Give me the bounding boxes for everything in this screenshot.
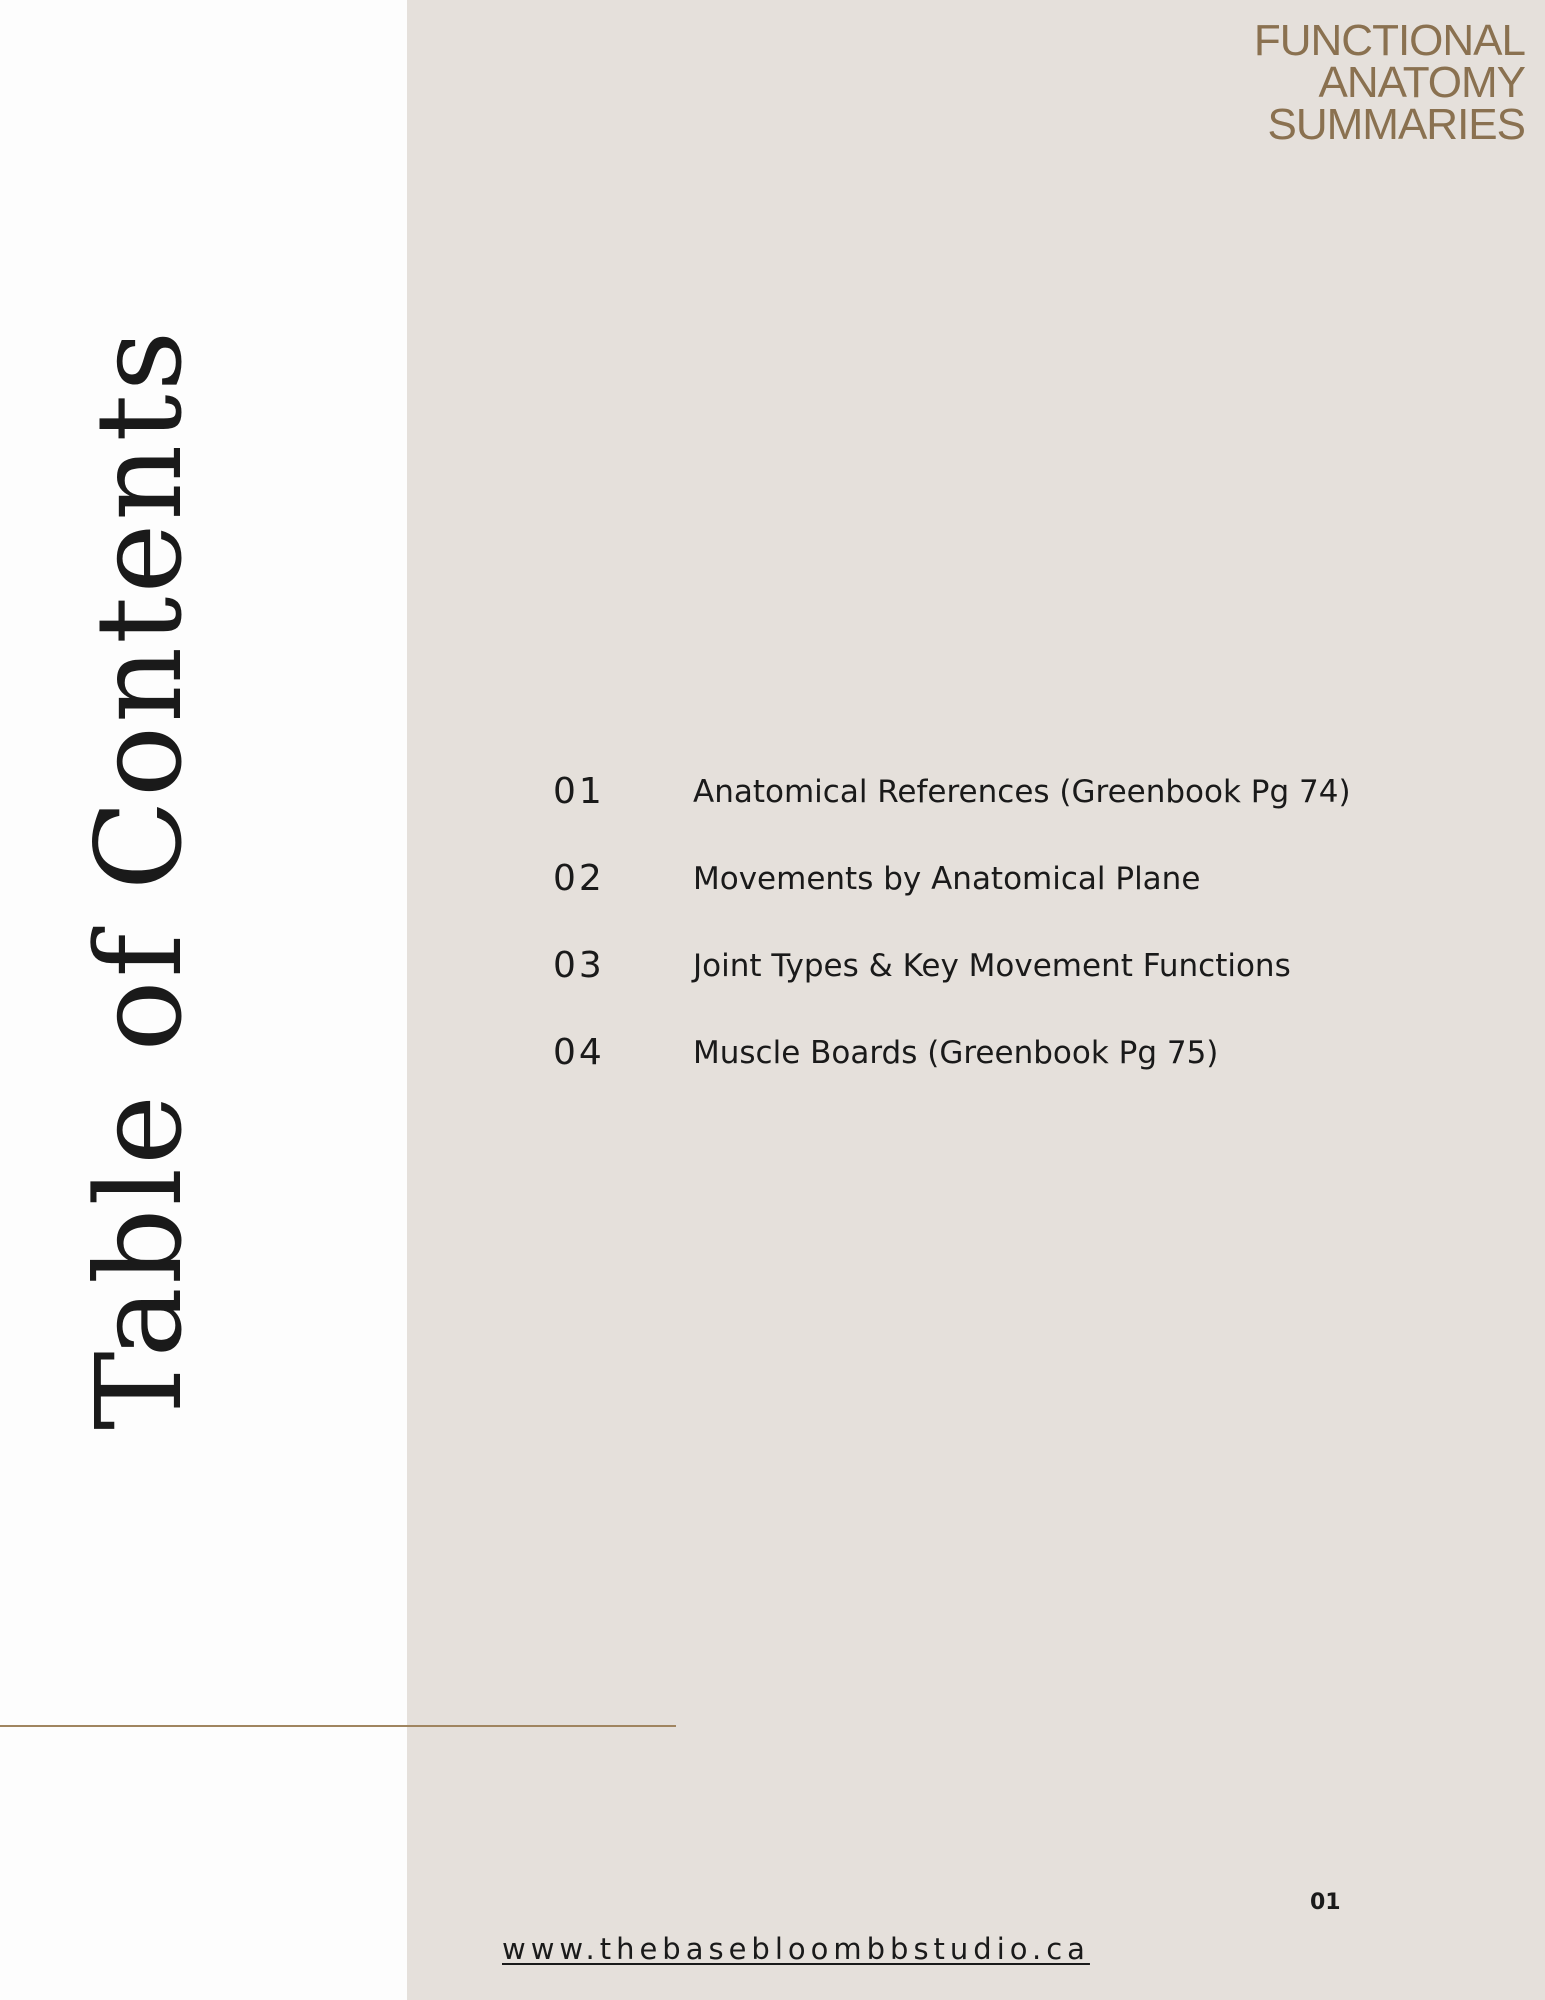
toc-item-number: 03 [553,945,605,986]
website-link[interactable]: www.thebasebloombbstudio.ca [502,1932,1090,1966]
divider-line [0,1725,676,1727]
toc-item-number: 02 [553,858,605,899]
brand-title [1253,16,1525,149]
brand-line-3: SUMMARIES [1267,100,1525,149]
toc-item-joint-types[interactable] [553,922,1453,1009]
brand-line-2: ANATOMY [1318,58,1525,107]
toc-item-anatomical-references[interactable] [553,748,1453,835]
left-panel [0,0,407,2000]
toc-item-muscle-boards[interactable] [553,1009,1453,1096]
toc-item-label: Muscle Boards (Greenbook Pg 75) [693,1034,1219,1071]
toc-item-label: Joint Types & Key Movement Functions [693,947,1291,984]
table-of-contents [553,748,1453,1096]
toc-item-label: Anatomical References (Greenbook Pg 74) [693,773,1351,810]
page-number: 01 [1310,1890,1341,1915]
brand-line-1: FUNCTIONAL [1253,16,1525,65]
page-title: Table of Contents [70,327,208,1430]
toc-item-movements-by-plane[interactable] [553,835,1453,922]
toc-item-label: Movements by Anatomical Plane [693,860,1201,897]
toc-item-number: 01 [553,771,605,812]
toc-item-number: 04 [553,1032,605,1073]
